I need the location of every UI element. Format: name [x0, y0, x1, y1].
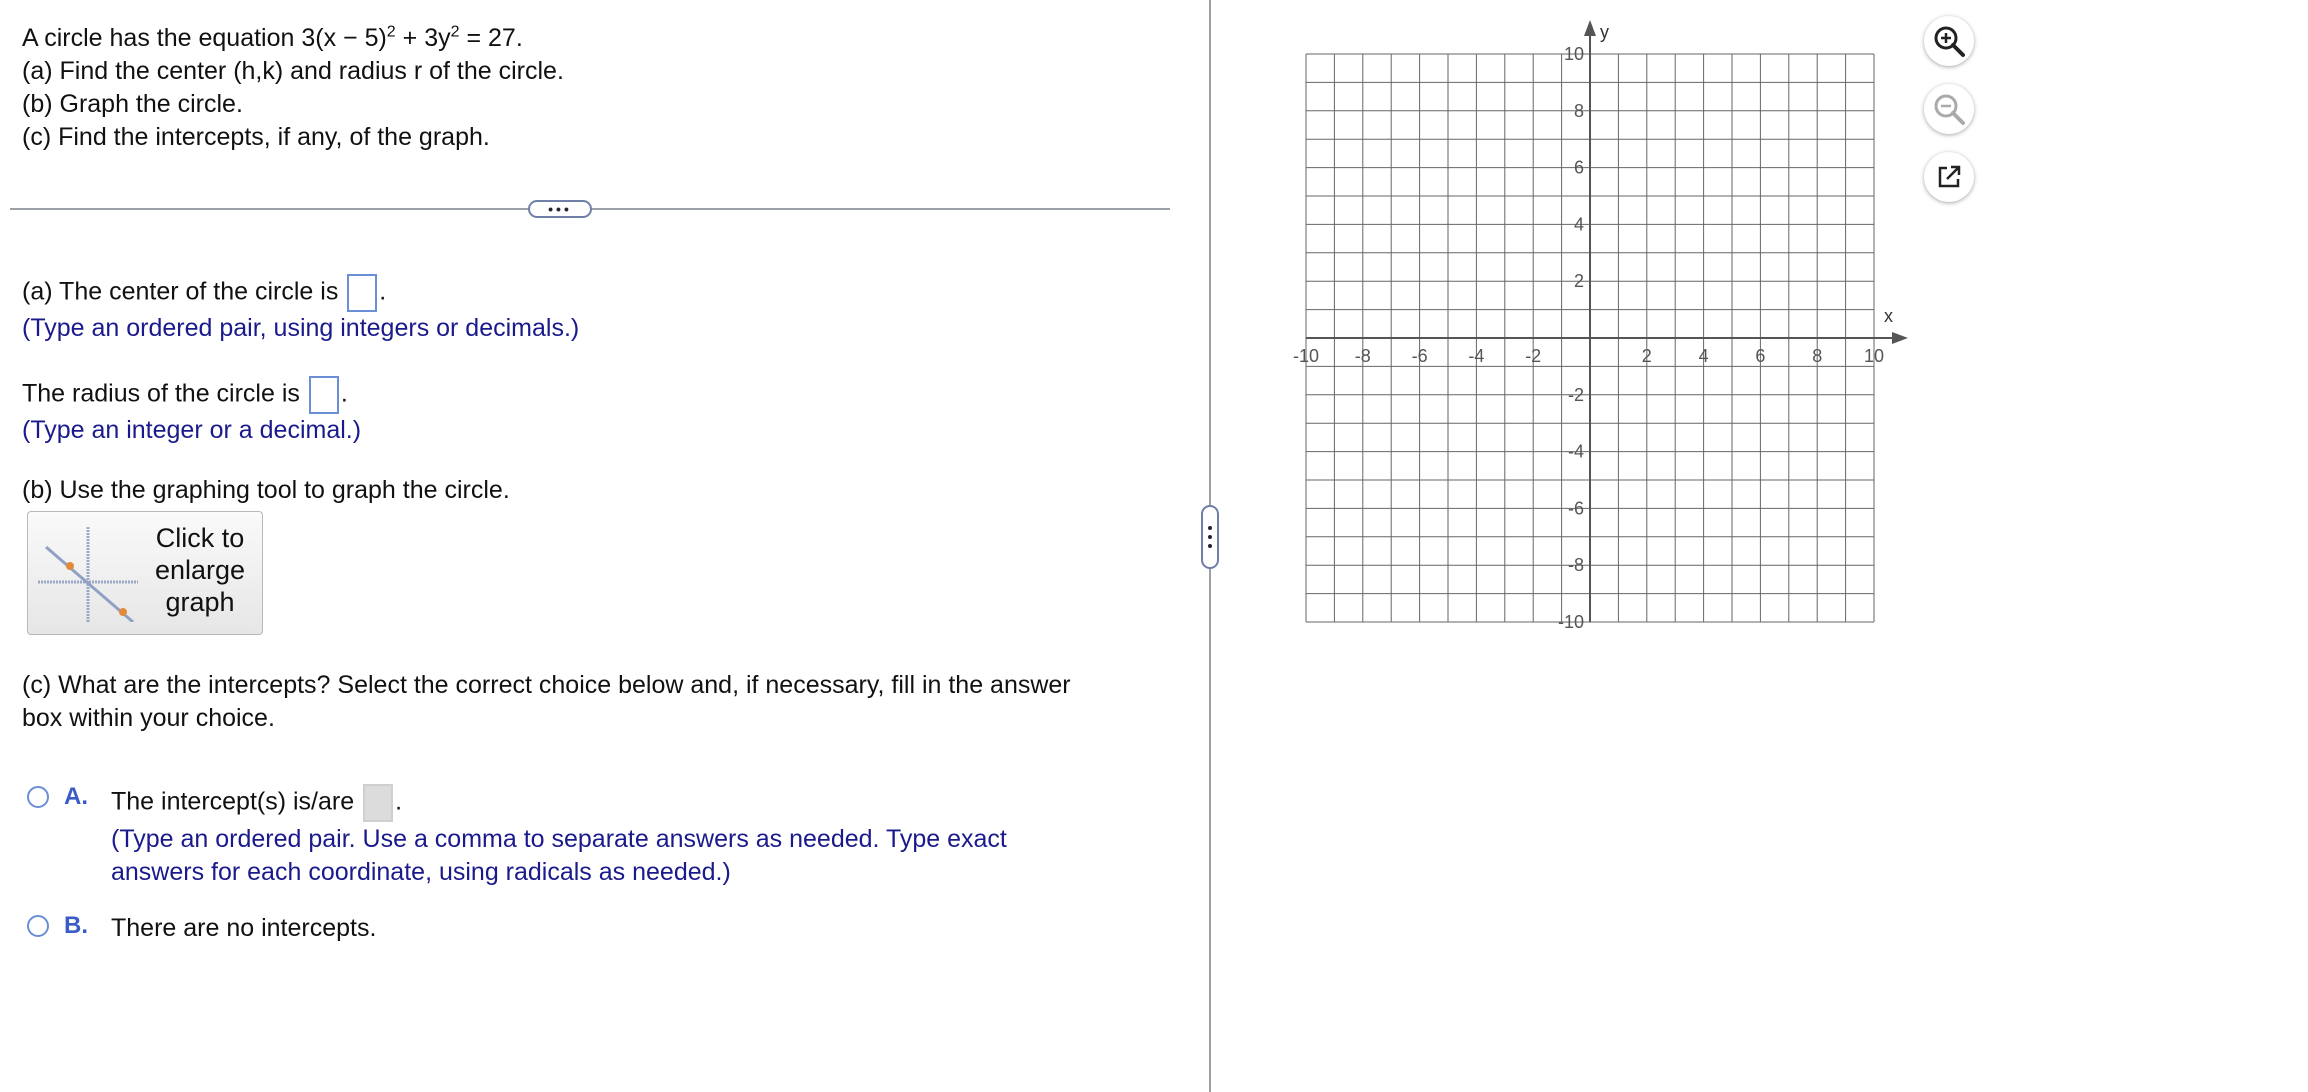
radius-answer-input[interactable] [309, 376, 339, 414]
x-tick-label: 8 [1812, 346, 1823, 366]
radius-question [22, 376, 348, 414]
problem-line-a: (a) Find the center (h,k) and radius r of the circle. [22, 57, 564, 85]
y-tick-label: -10 [1557, 612, 1584, 632]
y-tick-label: -6 [1567, 498, 1584, 519]
x-tick-label: 2 [1641, 346, 1652, 366]
exponent: 2 [450, 23, 460, 41]
equation-part: A circle has the equation 3(x − 5) [22, 24, 387, 52]
zoom-out-button[interactable] [1924, 84, 1974, 134]
choice-a-hint-line1: (Type an ordered pair. Use a comma to separate answers as needed. Type exact [111, 825, 1007, 853]
choice-a-text [111, 784, 402, 822]
equation-part: + 3y [395, 24, 451, 52]
enlarge-graph-label [140, 522, 260, 618]
enlarge-line: graph [165, 587, 235, 617]
period: . [340, 379, 348, 408]
zoom-out-icon [1932, 92, 1966, 126]
radius-hint: (Type an integer or a decimal.) [22, 416, 362, 444]
part-c-question-line2: box within your choice. [22, 704, 275, 732]
x-tick-label: -2 [1525, 346, 1542, 366]
part-b-label: (b) Use the graphing tool to graph the circle. [22, 476, 510, 504]
coordinate-grid[interactable] [1290, 20, 1930, 640]
center-question [22, 274, 386, 312]
choice-a-radio[interactable] [27, 786, 49, 808]
y-tick-label: 4 [1573, 214, 1584, 235]
popout-icon [1934, 162, 1964, 192]
y-tick-label: -4 [1567, 441, 1584, 462]
graph-thumbnail-icon [38, 522, 138, 622]
period: . [379, 277, 387, 306]
center-hint: (Type an ordered pair, using integers or decimals.) [22, 314, 580, 342]
y-tick-label: -2 [1567, 384, 1584, 405]
y-tick-label: -8 [1567, 555, 1584, 576]
choice-a-letter: A. [64, 783, 88, 810]
enlarge-line: Click to [155, 523, 245, 553]
choice-b-text: There are no intercepts. [111, 914, 377, 942]
intercepts-answer-input[interactable] [363, 784, 393, 822]
enlarge-graph-button[interactable] [27, 511, 263, 635]
choice-a-label: The intercept(s) is/are [111, 787, 355, 816]
x-axis-arrow [1892, 332, 1908, 344]
zoom-in-button[interactable] [1924, 16, 1974, 66]
enlarge-line: enlarge [154, 555, 246, 585]
y-axis-label: y [1600, 22, 1609, 42]
x-tick-label: 10 [1863, 346, 1885, 366]
x-tick-label: 6 [1755, 346, 1766, 366]
center-label: (a) The center of the circle is [22, 277, 339, 306]
pane-resize-handle[interactable] [1201, 505, 1219, 569]
choice-b-letter: B. [64, 912, 88, 939]
x-axis-label: x [1884, 306, 1893, 326]
x-tick-label: -4 [1468, 346, 1485, 366]
x-tick-label: -8 [1354, 346, 1371, 366]
y-tick-label: 8 [1573, 100, 1584, 121]
more-button[interactable]: ••• [528, 200, 592, 218]
x-tick-label: 4 [1698, 346, 1709, 366]
zoom-in-icon [1932, 24, 1966, 58]
popout-button[interactable] [1924, 152, 1974, 202]
y-tick-label: 10 [1563, 44, 1584, 64]
equation-part: = 27. [459, 24, 523, 52]
x-tick-label: -6 [1411, 346, 1428, 366]
center-answer-input[interactable] [347, 274, 377, 312]
choice-a-hint-line2: answers for each coordinate, using radicals as needed.) [111, 858, 731, 886]
part-c-question-line1: (c) What are the intercepts? Select the correct choice below and, if necessary, fill in the answer [22, 671, 1071, 699]
radius-label: The radius of the circle is [22, 379, 300, 408]
problem-equation-line [22, 22, 523, 54]
problem-line-c: (c) Find the intercepts, if any, of the graph. [22, 123, 490, 151]
period: . [395, 787, 403, 816]
y-tick-label: 6 [1573, 157, 1584, 178]
x-tick-label: -10 [1292, 346, 1320, 366]
y-axis-arrow [1584, 20, 1596, 36]
choice-b-radio[interactable] [27, 915, 49, 937]
problem-line-b: (b) Graph the circle. [22, 90, 243, 118]
exponent: 2 [386, 23, 396, 41]
y-tick-label: 2 [1573, 271, 1584, 292]
